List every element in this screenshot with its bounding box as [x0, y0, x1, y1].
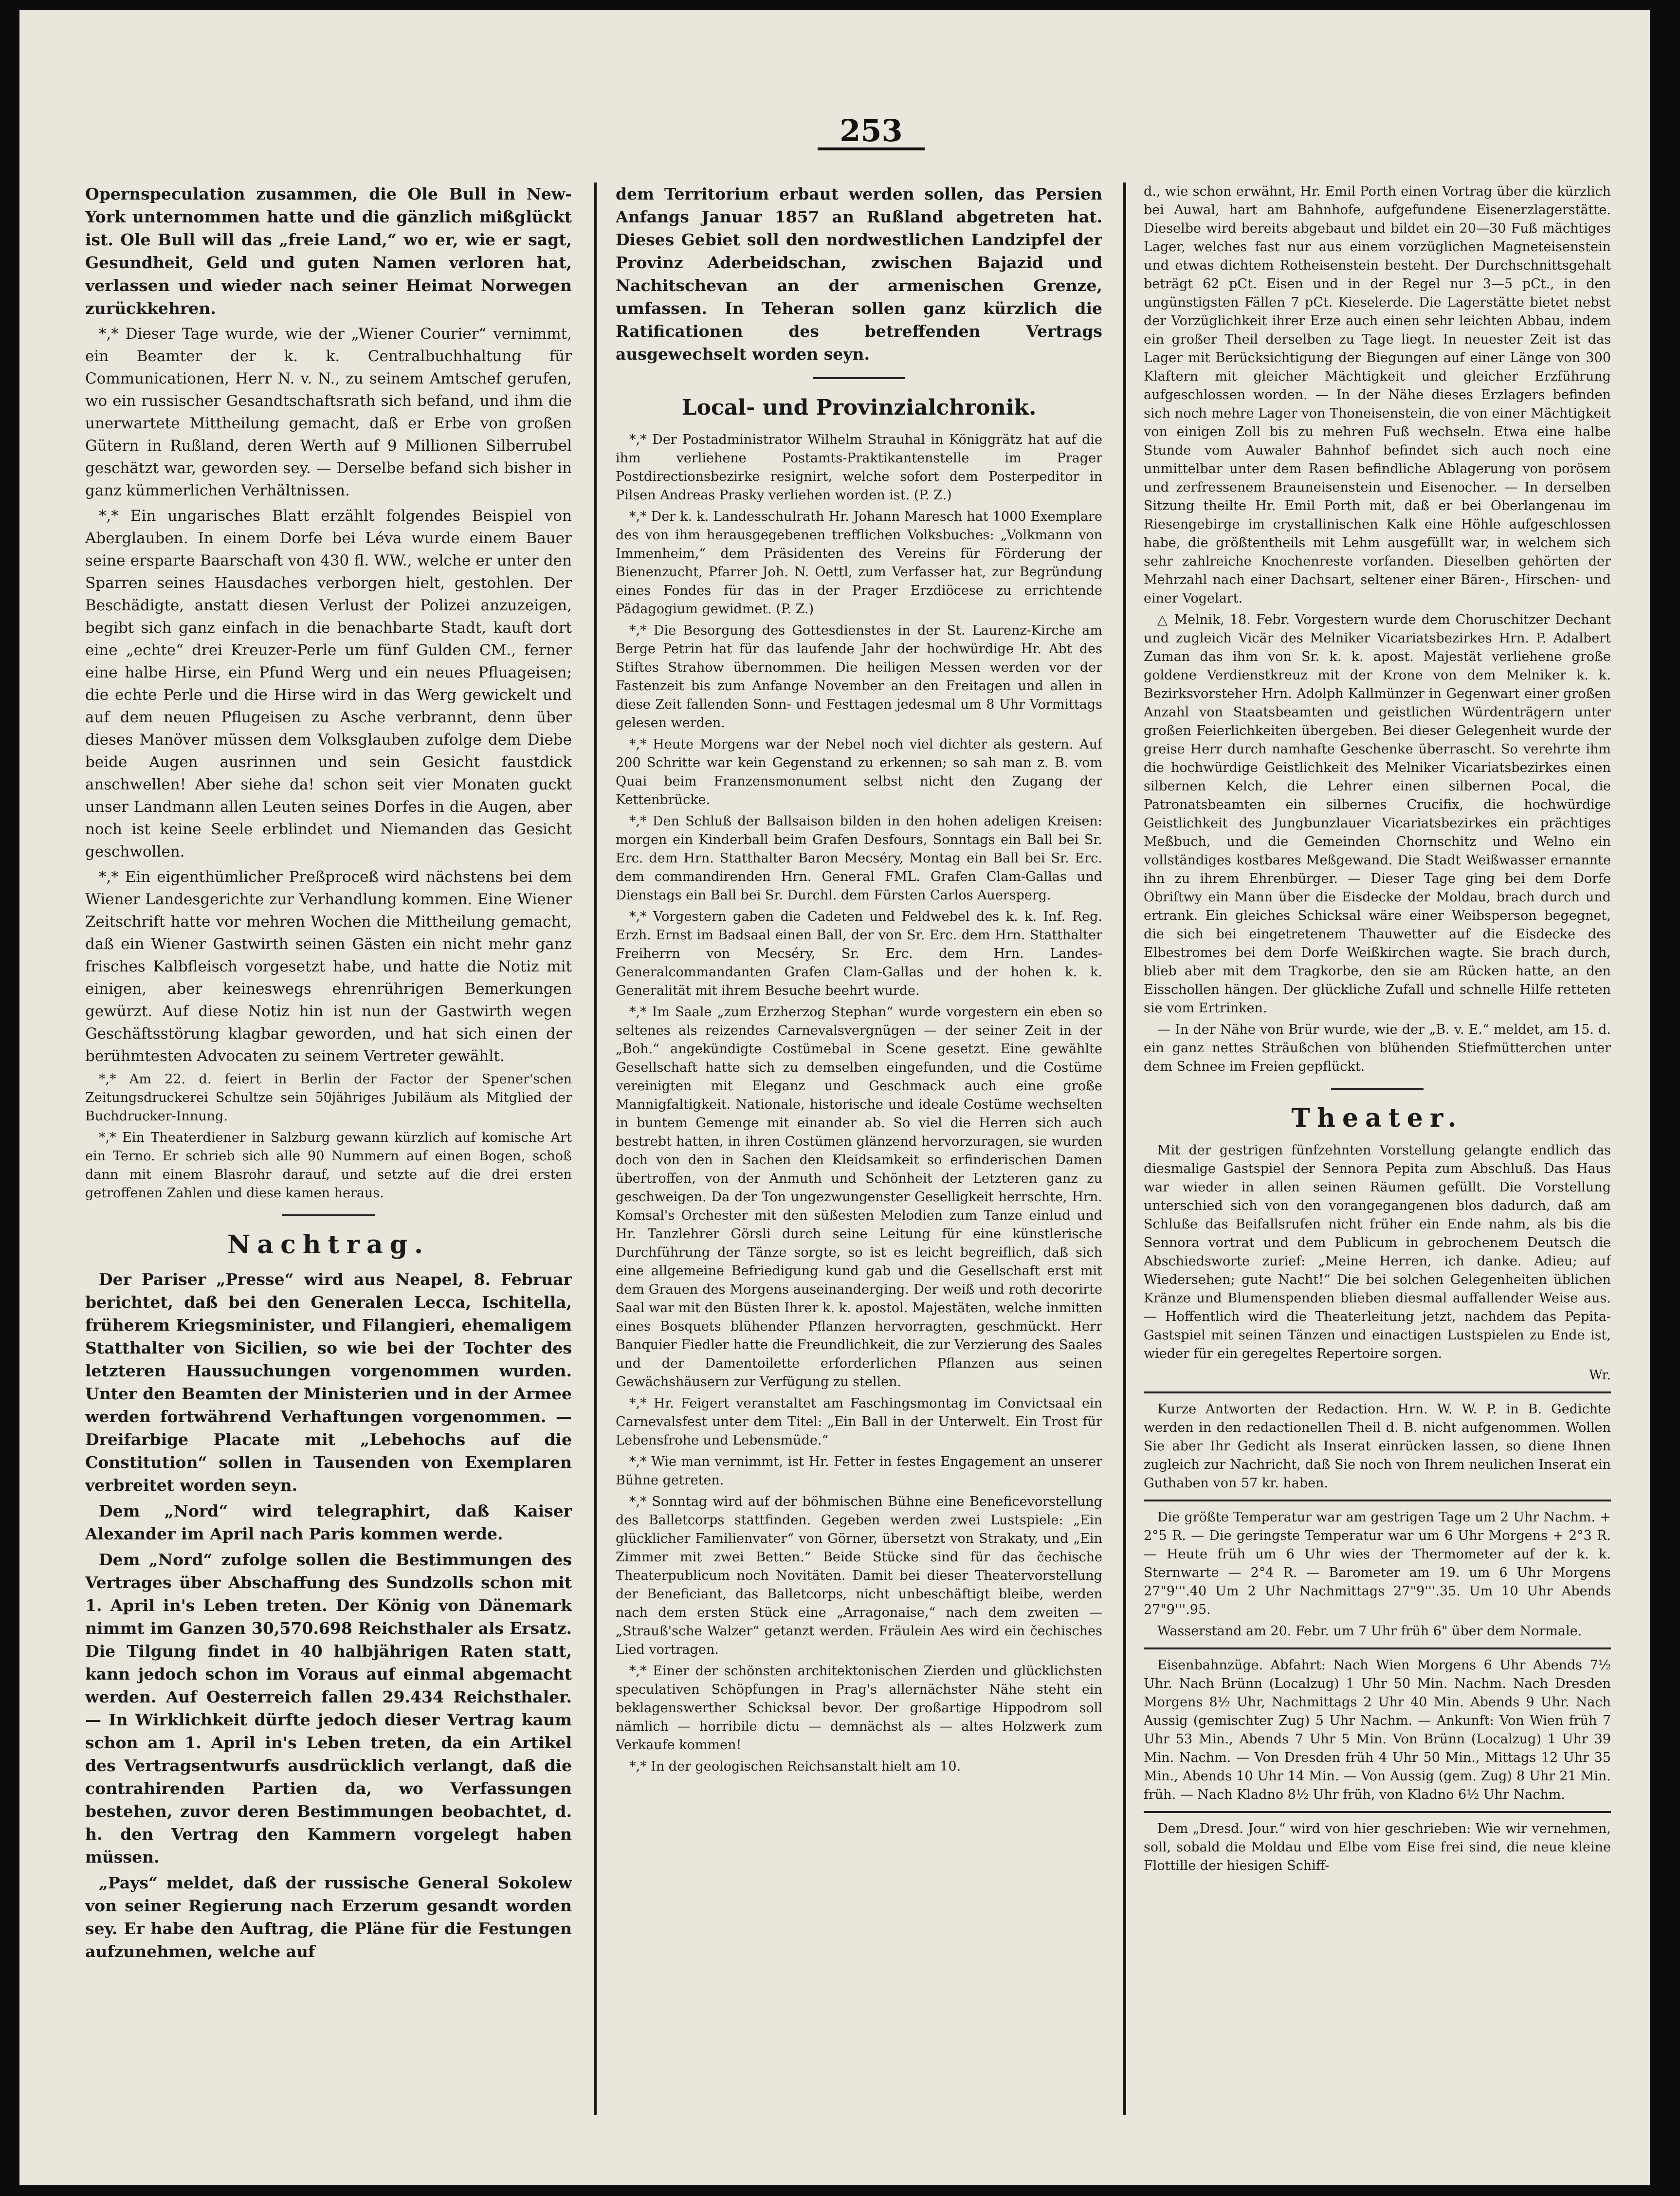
news-item: *,* Sonntag wird auf der böhmischen Bühne eine Beneficevorstellung des Balletcorps stattfinden. Gegeben werden zwei Lustspiele: „Ein glücklicher Familienvater“ von Görner, übersetzt von Strakaty, und „Ein Zimmer mit zwei Betten.“ Beide Stücke sind für das čechische Theaterpublicum noch Novitäten. Damit bei dieser Theatervorstellung der Beneficiant, das Balletcorps, nicht unbeschäftigt bleibe, werden nach dem ersten Stück eine „Arragonaise,“ nach dem zweiten — „Strauß'sche Walzer“ getanzt werden. Fräulein Aes wird ein čechisches Lied vortragen.	[616, 1494, 1102, 1657]
section-divider	[813, 377, 905, 379]
author-signature: Wr.	[1589, 1368, 1611, 1383]
news-item: *,* Hr. Feigert veranstaltet am Faschingsmontag im Convictsaal ein Carnevalsfest unter dem Titel: „Ein Ball in der Unterwelt. Ein Trost für Lebensfrohe und Lebensmüde.“	[616, 1396, 1102, 1448]
column-rule	[1123, 183, 1126, 2115]
news-item: *,* Ein ungarisches Blatt erzählt folgendes Beispiel von Aberglauben. In einem Dorfe bei Léva wurde einem Bauer seine ersparte Baarschaft von 430 fl. WW., welche er unter den Sparren seines Hausdaches verborgen hielt, gestohlen. Der Beschädigte, anstatt diesen Verlust der Polizei anzuzeigen, begibt sich ganz einfach in die benachbarte Stadt, kauft dort eine „echte“ drei Kreuzer-Perle um fünf Gulden CM., ferner eine halbe Hirse, ein Pfund Werg und ein neues Pfluageisen; die echte Perle und die Hirse wird in das Werg gewickelt und auf dem neuen Pflugeisen zu Asche verbrannt, denn über dieses Manöver müssen dem Volksglauben zufolge dem Diebe beide Augen ausrinnen und sein Gesicht faustdick anschwellen! Aber siehe da! schon seit vier Monaten guckt unser Landmann allen Leuten seines Dorfes in die Augen, aber noch ist keine Seele erblindet und Niemanden das Gesicht geschwollen.	[85, 507, 572, 860]
news-item: *,* Die Besorgung des Gottesdienstes in der St. Laurenz-Kirche am Berge Petrin hat für das laufende Jahr der hochwürdige Hr. Abt des Stiftes Strahow übernommen. Die heiligen Messen werden vor der Fastenzeit bis zum Anfange November an den Freitagen und allen in diese Zeit fallenden Sonn- und Festtagen jedesmal um 8 Uhr Vormittags gelesen werden.	[616, 623, 1102, 731]
news-item: *,* Vorgestern gaben die Cadeten und Feldwebel des k. k. Inf. Reg. Erzh. Ernst im Badsaal einen Ball, der von Sr. Erc. dem Hrn. Statthalter Freiherrn von Mecséry, Sr. Erc. dem Hrn. Landes-Generalcommandanten Grafen Clam-Gallas und der hohen k. k. Generalität mit ihrem Besuche beehrt wurde.	[616, 909, 1102, 998]
article-paragraph: Opernspeculation zusammen, die Ole Bull in New-York unternommen hatte und die gänzlich mißglückt ist. Ole Bull will das „freie Land,“ wo er, wie er sagt, Gesundheit, Geld und guten Namen verloren hat, verlassen und wieder nach seiner Heimat Norwegen zurückkehren.	[85, 184, 572, 318]
page-number: 253	[818, 114, 925, 150]
article-paragraph: Dem „Nord“ zufolge sollen die Bestimmungen des Vertrages über Abschaffung des Sundzolls schon mit 1. April in's Leben treten. Der König von Dänemark nimmt im Ganzen 30,570.698 Reichsthaler als Ersatz. Die Tilgung findet in 40 halbjährigen Raten statt, kann jedoch schon im Voraus auf einmal abgemacht werden. Auf Oesterreich fallen 29.434 Reichsthaler. — In Wirklichkeit dürfte jedoch dieser Vertrag kaum schon am 1. April in's Leben treten, da ein Artikel des Vertragsentwurfs ausdrücklich verlangt, daß die contrahirenden Partien da, wo Verfassungen bestehen, zuvor deren Bestimmungen beobachtet, d. h. den Vertrag den Kammern vorgelegt haben müssen.	[85, 1550, 572, 1867]
news-item: *,* Ein eigenthümlicher Preßproceß wird nächstens bei dem Wiener Landesgerichte zur Verhandlung kommen. Eine Wiener Zeitschrift hatte vor mehren Wochen die Mittheilung gemacht, daß ein Wiener Gastwirth seinen Gästen ein nicht mehr ganz frisches Kalbfleisch vorgesetzt habe, und hatte die Notiz mit einigen, aber keineswegs ehrenrührigen Bemerkungen gewürzt. Auf diese Notiz hin ist nun der Gastwirth wegen Geschäftsstörung klagbar geworden, und hat sich einen der berühmtesten Advocaten zu seinem Vertreter gewählt.	[85, 868, 572, 1065]
news-item: *,* Ein Theaterdiener in Salzburg gewann kürzlich auf komische Art ein Terno. Er schrieb sich alle 90 Nummern auf einen Bogen, schoß dann mit einem Blasrohr darauf, und setzte auf die drei ersten getroffenen Zahlen und diese kamen heraus.	[85, 1130, 572, 1201]
news-item: *,* Der Postadministrator Wilhelm Strauhal in Königgrätz hat auf die ihm verliehene Postamts-Praktikantenstelle im Prager Postdirectionsbezirke resignirt, welche sofort dem Posterpeditor in Pilsen Andreas Prasky verliehen worden ist. (P. Z.)	[616, 432, 1102, 503]
news-item: *,* Heute Morgens war der Nebel noch viel dichter als gestern. Auf 200 Schritte war kein Gegenstand zu erkennen; so sah man z. B. vom Quai beim Franzensmonument selbst nicht den Zugang der Kettenbrücke.	[616, 737, 1102, 807]
column-1	[85, 183, 572, 2120]
news-item: *,* Am 22. d. feiert in Berlin der Factor der Spener'schen Zeitungsdruckerei Schultze sein 50jähriges Jubiläum als Mitglied der Buchdrucker-Innung.	[85, 1072, 572, 1124]
section-divider	[282, 1214, 375, 1216]
news-item: — In der Nähe von Brür wurde, wie der „B. v. E.“ meldet, am 15. d. ein ganz nettes Sträußchen von blühenden Stiefmütterchen unter dem Schnee im Freien gepflückt.	[1144, 1022, 1611, 1074]
news-item: *,* In der geologischen Reichsanstalt hielt am 10.	[629, 1759, 961, 1774]
article-paragraph: Mit der gestrigen fünfzehnten Vorstellung gelangte endlich das diesmalige Gastspiel der Sennora Pepita zum Abschluß. Das Haus war wieder in allen seinen Räumen gefüllt. Die Vorstellung unterschied sich von den vorangegangenen blos dadurch, daß am Schluße das Beifallsrufen nicht früher ein Ende nahm, als bis die Sennora vortrat und dem Publicum in gebrochenem Deutsch die Abschiedsworte zurief: „Meine Herren, ich danke. Adieu; auf Wiedersehen; gute Nacht!“ Die bei solchen Gelegenheiten üblichen Kränze und Blumenspenden blieben diesmal auffallender Weise aus. — Hoffentlich wird die Theaterleitung jetzt, nachdem das Pepita-Gastspiel mit seinen Tänzen und einactigen Lustspielen zu Ende ist, wieder für ein geregeltes Repertoire sorgen.	[1144, 1143, 1611, 1361]
weather-notice: Die größte Temperatur war am gestrigen Tage um 2 Uhr Nachm. + 2°5 R. — Die geringste Temperatur war um 6 Uhr Morgens + 2°3 R. — Heute früh um 6 Uhr wies der Thermometer auf der k. k. Sternwarte — 2°4 R. — Barometer am 19. um 6 Uhr Morgens 27"9'''.40 Um 2 Uhr Nachmittags 27"9'''.35. Um 10 Uhr Abends 27"9'''.95.	[1144, 1510, 1611, 1617]
article-paragraph: dem Territorium erbaut werden sollen, das Persien Anfangs Januar 1857 an Rußland abgetreten hat. Dieses Gebiet soll den nordwestlichen Landzipfel der Provinz Aderbeidschan, zwischen Bajazid und Nachitschevan an der armenischen Grenze, umfassen. In Teheran sollen ganz kürzlich die Ratificationen des betreffenden Vertrags ausgewechselt worden seyn.	[616, 184, 1102, 364]
newspaper-page	[19, 10, 1650, 2185]
article-paragraph: Dem „Nord“ wird telegraphirt, daß Kaiser Alexander im April nach Paris kommen werde.	[85, 1501, 572, 1543]
column-rule	[594, 183, 597, 2115]
section-divider	[1331, 1088, 1424, 1090]
news-item: *,* Den Schluß der Ballsaison bilden in den hohen adeligen Kreisen: morgen ein Kinderball beim Grafen Desfours, Sonntags ein Ball bei Sr. Erc. dem Hrn. Statthalter Baron Mecséry, Montag ein Ball bei Sr. Erc. dem commandirenden Hrn. General FML. Grafen Clam-Gallas und Dienstags ein Ball bei Sr. Durchl. dem Fürsten Carlos Auersperg.	[616, 814, 1102, 903]
editorial-notice: Kurze Antworten der Redaction. Hrn. W. W. P. in B. Gedichte werden in den redactionellen Theil d. B. nicht aufgenommen. Wollen Sie aber Ihr Gedicht als Inserat einrücken lassen, so diene Ihnen zugleich zur Nachricht, daß Sie noch von Ihrem neulichen Inserat ein Guthaben von 57 kr. haben.	[1144, 1402, 1611, 1491]
notice-divider	[1144, 1391, 1611, 1393]
article-paragraph: d., wie schon erwähnt, Hr. Emil Porth einen Vortrag über die kürzlich bei Auwal, hart am Bahnhofe, aufgefundene Eisenerzlagerstätte. Dieselbe wird bereits abgebaut und bildet ein 20—30 Fuß mächtiges Lager, welches fast nur aus einem vorzüglichen Magneteisenstein und etwas dichtem Rotheisenstein besteht. Der Durchschnittsgehalt beträgt 62 pCt. Eisen und in der Regel nur 3—5 pCt., in den ungünstigsten Fällen 7 pCt. Kieselerde. Die Lagerstätte bietet nebst der Vorzüglichkeit ihrer Erze auch einen sehr leichten Abbau, indem ein großer Theil derselben zu Tage liegt. In neuester Zeit ist das Lager mit Berücksichtigung der Biegungen auf einer Länge von 300 Klaftern mit gleicher Mächtigkeit und gleicher Erzführung aufgeschlossen worden. — In der Nähe dieses Erzlagers befinden sich noch mehre Lager von Thoneisenstein, die von einer Mächtigkeit von einigen Zoll bis zu mehren Fuß wechseln. Etwa eine halbe Stunde vom Auwaler Bahnhof befindet sich auch noch eine unmittelbar unter dem Rasen befindliche Ablagerung von porösem und zerfressenem Brauneisenstein und Eisenocher. — In derselben Sitzung theilte Hr. Emil Porth mit, daß er bei Oberlangenau im Riesengebirge im crystallinischen Kalk eine Höhle aufgeschlossen habe, die größtentheils mit Lehm ausgefüllt war, in welchem sich sehr zahlreiche Knochenreste vorfanden. Dieselben gehörten der Mehrzahl nach einer Dachsart, seltener einer Bären-, Hirschen- und einer Vogelart.	[1144, 184, 1611, 606]
news-item: *,* Wie man vernimmt, ist Hr. Fetter in festes Engagement an unserer Bühne getreten.	[616, 1454, 1102, 1488]
article-paragraph: „Pays“ meldet, daß der russische General Sokolew von seiner Regierung nach Erzerum gesandt worden sey. Er habe den Auftrag, die Pläne für die Festungen aufzunehmen, welche auf	[85, 1873, 572, 1961]
railway-schedule: Eisenbahnzüge. Abfahrt: Nach Wien Morgens 6 Uhr Abends 7½ Uhr. Nach Brünn (Localzug) 1 Uhr 50 Min. Nachm. Nach Dresden Morgens 8½ Uhr, Nachmittags 2 Uhr 40 Min. Abends 9 Uhr. Nach Aussig (gemischter Zug) 5 Uhr Nachm. — Ankunft: Von Wien früh 7 Uhr 53 Min., Abends 7 Uhr 5 Min. Von Brünn (Localzug) 1 Uhr 39 Min. Nachm. — Von Dresden früh 4 Uhr 50 Min., Mittags 12 Uhr 35 Min., Abends 10 Uhr 14 Min. — Von Aussig (gem. Zug) 8 Uhr 21 Min. früh. — Nach Kladno 8½ Uhr früh, von Kladno 6½ Uhr Nachm.	[1144, 1658, 1611, 1802]
column-2	[616, 183, 1102, 2120]
news-item: *,* Einer der schönsten architektonischen Zierden und glücklichsten speculativen Schöpfungen in Prag's allernächster Nähe steht ein beklagenswerther Schicksal bevor. Der großartige Hippodrom soll nämlich — horribile dictu — demnächst als — altes Holzwerk zum Verkaufe kommen!	[616, 1664, 1102, 1753]
news-item: △ Melnik, 18. Febr. Vorgestern wurde dem Choruschitzer Dechant und zugleich Vicär des Melniker Vicariatsbezirkes Hrn. P. Adalbert Zuman das ihm von Sr. k. k. apost. Majestät verliehene große goldene Verdienstkreuz mit der Krone von dem Melniker k. k. Bezirksvorsteher Hrn. Adolph Kallmünzer in Gegenwart einer großen Anzahl von Staatsbeamten und geistlichen Würdenträgern unter großen Feierlichkeiten übergeben. Bei dieser Gelegenheit wurde der greise Herr durch namhafte Geschenke überrascht. So verehrte ihm die hochwürdige Geistlichkeit des Melniker Vicariatsbezirkes einen silbernen Kelch, die Lehrer einen silbernen Pocal, die Patronatsbeamten ein silbernes Crucifix, die hochwürdige Geistlichkeit des Jungbunzlauer Vicariatsbezirkes ein prächtiges Meßbuch, und die Gemeinden Chornschitz und Welno ein vollständiges kostbares Meßgewand. Die Stadt Weißwasser ernannte ihn zu ihrem Ehrenbürger. — Dieser Tage ging bei dem Dorfe Obriſtwy ein Mann über die Eisdecke der Moldau, brach durch und ertrank. Ein gleiches Schicksal wäre einer Weibsperson begegnet, die sich bei eingetretenem Thauwetter auf die Eisdecke des Elbestromes bei dem Dorfe Weißkirchen wagte. Sie brach durch, blieb aber mit dem Tragkorbe, den sie am Rücken hatte, an den Eisschollen hängen. Der glückliche Zufall und schnelle Hilfe retteten sie vom Ertrinken.	[1144, 612, 1611, 1016]
section-heading: Local- und Provinzialchronik.	[681, 395, 1037, 420]
news-item: *,* Dieser Tage wurde, wie der „Wiener Courier“ vernimmt, ein Beamter der k. k. Centralbuchhaltung für Communicationen, Herr N. v. N., zu seinem Amtschef gerufen, wo ein russischer Gesandtschaftsrath sich befand, und ihm die unerwartete Mittheilung gemacht, daß er Erbe von großen Gütern in Rußland, deren Werth auf 9 Millionen Silberrubel geschätzt war, geworden sey. — Derselbe befand sich bisher in ganz kümmerlichen Verhältnissen.	[85, 325, 572, 499]
news-item: Dem „Dresd. Jour.“ wird von hier geschrieben: Wie wir vernehmen, soll, sobald die Moldau und Elbe vom Eise frei sind, die neue kleine Flottille der hiesigen Schiff-	[1144, 1821, 1611, 1873]
column-3	[1144, 183, 1611, 2120]
water-level-notice: Wasserstand am 20. Febr. um 7 Uhr früh 6" über dem Normale.	[1157, 1624, 1582, 1639]
section-heading: Nachtrag.	[227, 1230, 430, 1260]
news-item: *,* Der k. k. Landesschulrath Hr. Johann Maresch hat 1000 Exemplare des von ihm herausgegebenen trefflichen Volksbuches: „Volkmann von Immenheim,“ dem Präsidenten des Vereins für Förderung der Bienenzucht, Pfarrer Joh. N. Oettl, zum Verfasser hat, zur Begründung eines Fondes für das in der Prager Erzdiöcese zu errichtende Pädagogium gewidmet. (P. Z.)	[616, 509, 1102, 617]
notice-divider	[1144, 1811, 1611, 1813]
section-heading: Theater.	[1291, 1103, 1463, 1133]
article-paragraph: Der Pariser „Presse“ wird aus Neapel, 8. Februar berichtet, daß bei den Generalen Lecca, Ischitella, früherem Kriegsminister, und Filangieri, ehemaligem Statthalter von Sicilien, so wie bei der Tochter des letzteren Haussuchungen vorgenommen wurden. Unter den Beamten der Ministerien und in der Armee werden fortwährend Verhaftungen vorgenommen. — Dreifarbige Placate mit „Lebehochs auf die Constitution“ sollen in Tausenden von Exemplaren verbreitet worden seyn.	[85, 1270, 572, 1495]
news-item: *,* Im Saale „zum Erzherzog Stephan“ wurde vorgestern ein eben so seltenes als reizendes Carnevalsvergnügen — der seiner Zeit in der „Boh.“ angekündigte Costümebal in Scene gesetzt. Eine gewählte Gesellschaft hatte sich zu demselben eingefunden, und die Costüme vereinigten mit Eleganz und Geschmack auch eine große Mannigfaltigkeit. Nationale, historische und ideale Costüme wechselten in buntem Gemenge mit einander ab. So viel die Herren sich auch bestrebt hatten, in ihren Costümen glänzend hervorzuragen, sie wurden doch von den in Sachen den Kleidsamkeit so erfinderischen Damen übertroffen, von der Anmuth und Schönheit der Letzteren ganz zu geschweigen. Da der Ton ungezwungenster Geselligkeit herrschte, Hrn. Komsal's Orchester mit den süßesten Melodien zum Tanze einlud und Hr. Tanzlehrer Görsli durch seine Leitung für eine künstlerische Durchführung der Tänze sorgte, so ist es leicht begreiflich, daß sich eine allgemeine Befriedigung kund gab und die Gesellschaft erst mit dem Grauen des Morgens auseinanderging. Der weiß und roth decorirte Saal war mit den Büsten Ihrer k. k. apostol. Majestäten, welche inmitten eines Bosquets blühender Pflanzen hervorragten, geschmückt. Herr Banquier Fiedler hatte die Freundlichkeit, die zur Verzierung des Saales und der Damentoilette erforderlichen Pflanzen aus seinen Gewächshäusern zur Verfügung zu stellen.	[616, 1005, 1102, 1390]
notice-divider	[1144, 1647, 1611, 1649]
notice-divider	[1144, 1500, 1611, 1501]
